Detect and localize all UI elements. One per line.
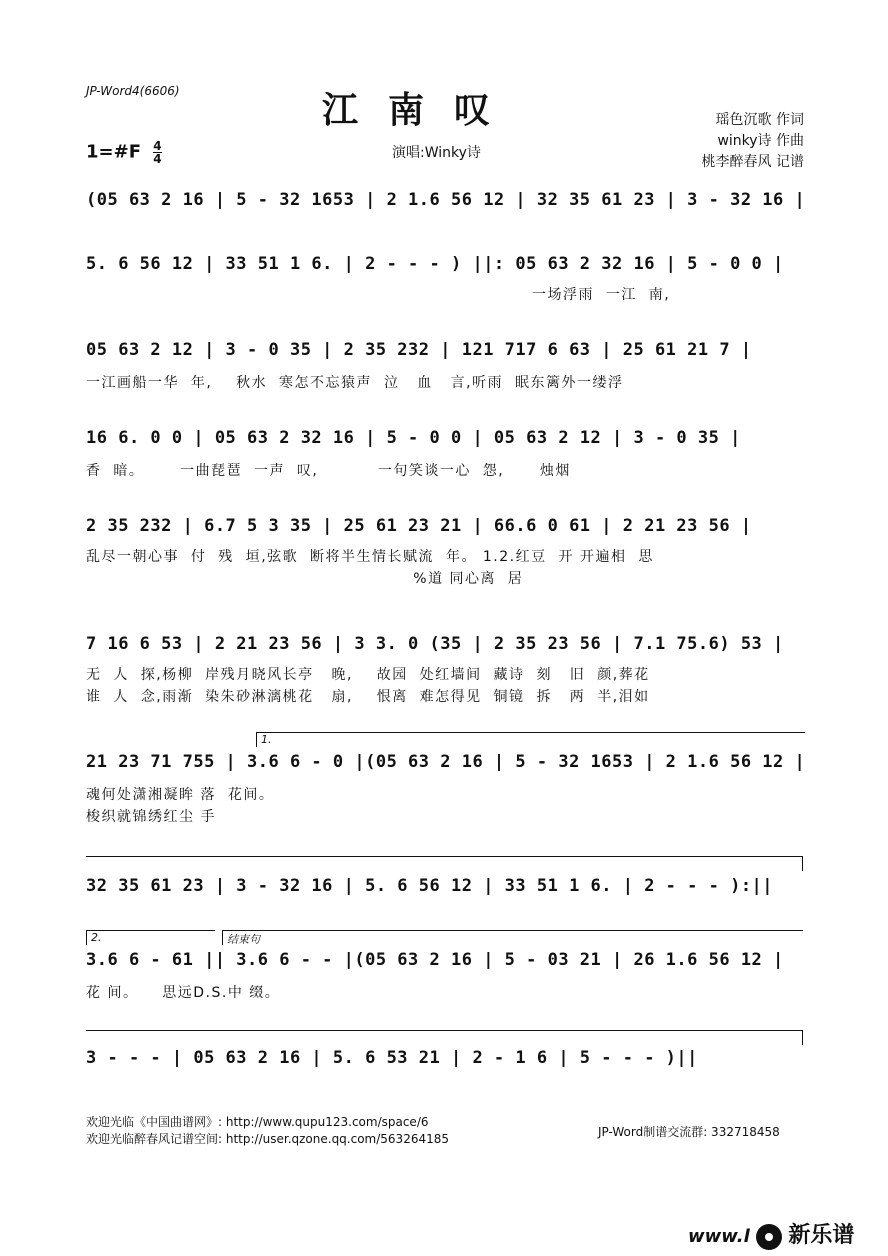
lyric-line-6b: 谁 人 念,雨渐 染朱砂淋漓桃花 扇, 恨离 难怎得见 铜镜 拆 两 半,泪如 bbox=[86, 689, 650, 705]
score-line-9: 3.6 6 - 61 || 3.6 6 - - |(05 63 2 16 | 5 - 03 21 | 26 1.6 56 12 | bbox=[86, 950, 784, 970]
transcriber: 桃李醉春风 记谱 bbox=[701, 154, 804, 170]
score-line-7: 21 23 71 755 | 3.6 6 - 0 |(05 63 2 16 | 5 - 32 1653 | 2 1.6 56 12 | bbox=[86, 752, 806, 772]
score-line-5: 2 35 232 | 6.7 5 3 35 | 25 61 23 21 | 66.6 0 61 | 2 21 23 56 | bbox=[86, 516, 752, 536]
lyric-line-9: 花 间。 思远D.S.中 缀。 bbox=[86, 985, 281, 1001]
score-line-3: 05 63 2 12 | 3 - 0 35 | 2 35 232 | 121 717 6 63 | 25 61 21 7 | bbox=[86, 340, 752, 360]
composer: winky诗 作曲 bbox=[717, 133, 804, 149]
ending-bracket bbox=[222, 930, 803, 945]
lyric-line-5b: %道 同心离 居 bbox=[86, 571, 524, 587]
volta-bracket-2 bbox=[86, 930, 215, 945]
key-text: 1=#F bbox=[86, 141, 141, 163]
watermark bbox=[688, 1218, 854, 1250]
time-bottom: 4 bbox=[153, 152, 162, 166]
score-line-10: 3 - - - | 05 63 2 16 | 5. 6 53 21 | 2 - 1 6 | 5 - - - )|| bbox=[86, 1048, 698, 1068]
time-top: 4 bbox=[153, 139, 162, 153]
footer-links bbox=[86, 1114, 449, 1148]
time-signature bbox=[153, 140, 161, 165]
footer-link-2: 欢迎光临醉春风记谱空间: http://user.qzone.qq.com/563264185 bbox=[86, 1132, 450, 1146]
singer: 演唱:Winky诗 bbox=[392, 145, 481, 161]
lyric-line-7a: 魂何处潇湘凝眸 落 花间。 bbox=[86, 787, 275, 803]
volta-2-label: 2. bbox=[91, 931, 102, 944]
music-note-icon bbox=[756, 1224, 782, 1250]
watermark-brand: 新乐谱 bbox=[788, 1223, 855, 1248]
score-line-6: 7 16 6 53 | 2 21 23 56 | 3 3. 0 (35 | 2 35 23 56 | 7.1 75.6) 53 | bbox=[86, 634, 784, 654]
footer-link-1: 欢迎光临《中国曲谱网》: http://www.qupu123.com/space/6 bbox=[86, 1115, 429, 1129]
lyric-line-2: 一场浮雨 一江 南, bbox=[532, 287, 671, 303]
score-line-4: 16 6. 0 0 | 05 63 2 32 16 | 5 - 0 0 | 05 63 2 12 | 3 - 0 35 | bbox=[86, 428, 741, 448]
software-label: JP-Word4(6606) bbox=[86, 84, 180, 98]
song-title: 江南叹 bbox=[322, 89, 521, 131]
score-line-8: 32 35 61 23 | 3 - 32 16 | 5. 6 56 12 | 33 51 1 6. | 2 - - - ):|| bbox=[86, 876, 774, 896]
lyricist: 瑶色沉歌 作词 bbox=[715, 112, 804, 128]
lyric-line-7b: 梭织就锦绣红尘 手 bbox=[86, 809, 216, 825]
score-line-2: 5. 6 56 12 | 33 51 1 6. | 2 - - - ) ||: 05 63 2 32 16 | 5 - 0 0 | bbox=[86, 254, 784, 274]
volta-bracket-1-cont bbox=[86, 856, 803, 871]
footer-group: JP-Word制谱交流群: 332718458 bbox=[598, 1125, 780, 1139]
key-signature bbox=[86, 140, 162, 165]
ending-label: 结束句 bbox=[227, 933, 260, 946]
volta-1-label: 1. bbox=[261, 733, 272, 746]
score-line-1: (05 63 2 16 | 5 - 32 1653 | 2 1.6 56 12 | 32 35 61 23 | 3 - 32 16 | bbox=[86, 190, 806, 210]
lyric-line-5a: 乱尽一朝心事 付 残 垣,弦歌 断将半生情长赋流 年。 1.2.红豆 开 开遍相 思 bbox=[86, 549, 654, 565]
volta-bracket-1 bbox=[256, 732, 805, 747]
lyric-line-6a: 无 人 探,杨柳 岸残月晓风长亭 晚, 故园 处红墙间 藏诗 刻 旧 颜,葬花 bbox=[86, 667, 650, 683]
credits bbox=[702, 110, 804, 173]
ending-bracket-cont bbox=[86, 1030, 803, 1045]
lyric-line-4: 香 暗。 一曲琵琶 一声 叹, 一句笑谈一心 怨, 烛烟 bbox=[86, 463, 571, 479]
watermark-url: www.l bbox=[688, 1226, 750, 1247]
lyric-line-3: 一江画船一华 年, 秋水 寒怎不忘猿声 泣 血 言,听雨 眠东篱外一缕浮 bbox=[86, 375, 624, 391]
